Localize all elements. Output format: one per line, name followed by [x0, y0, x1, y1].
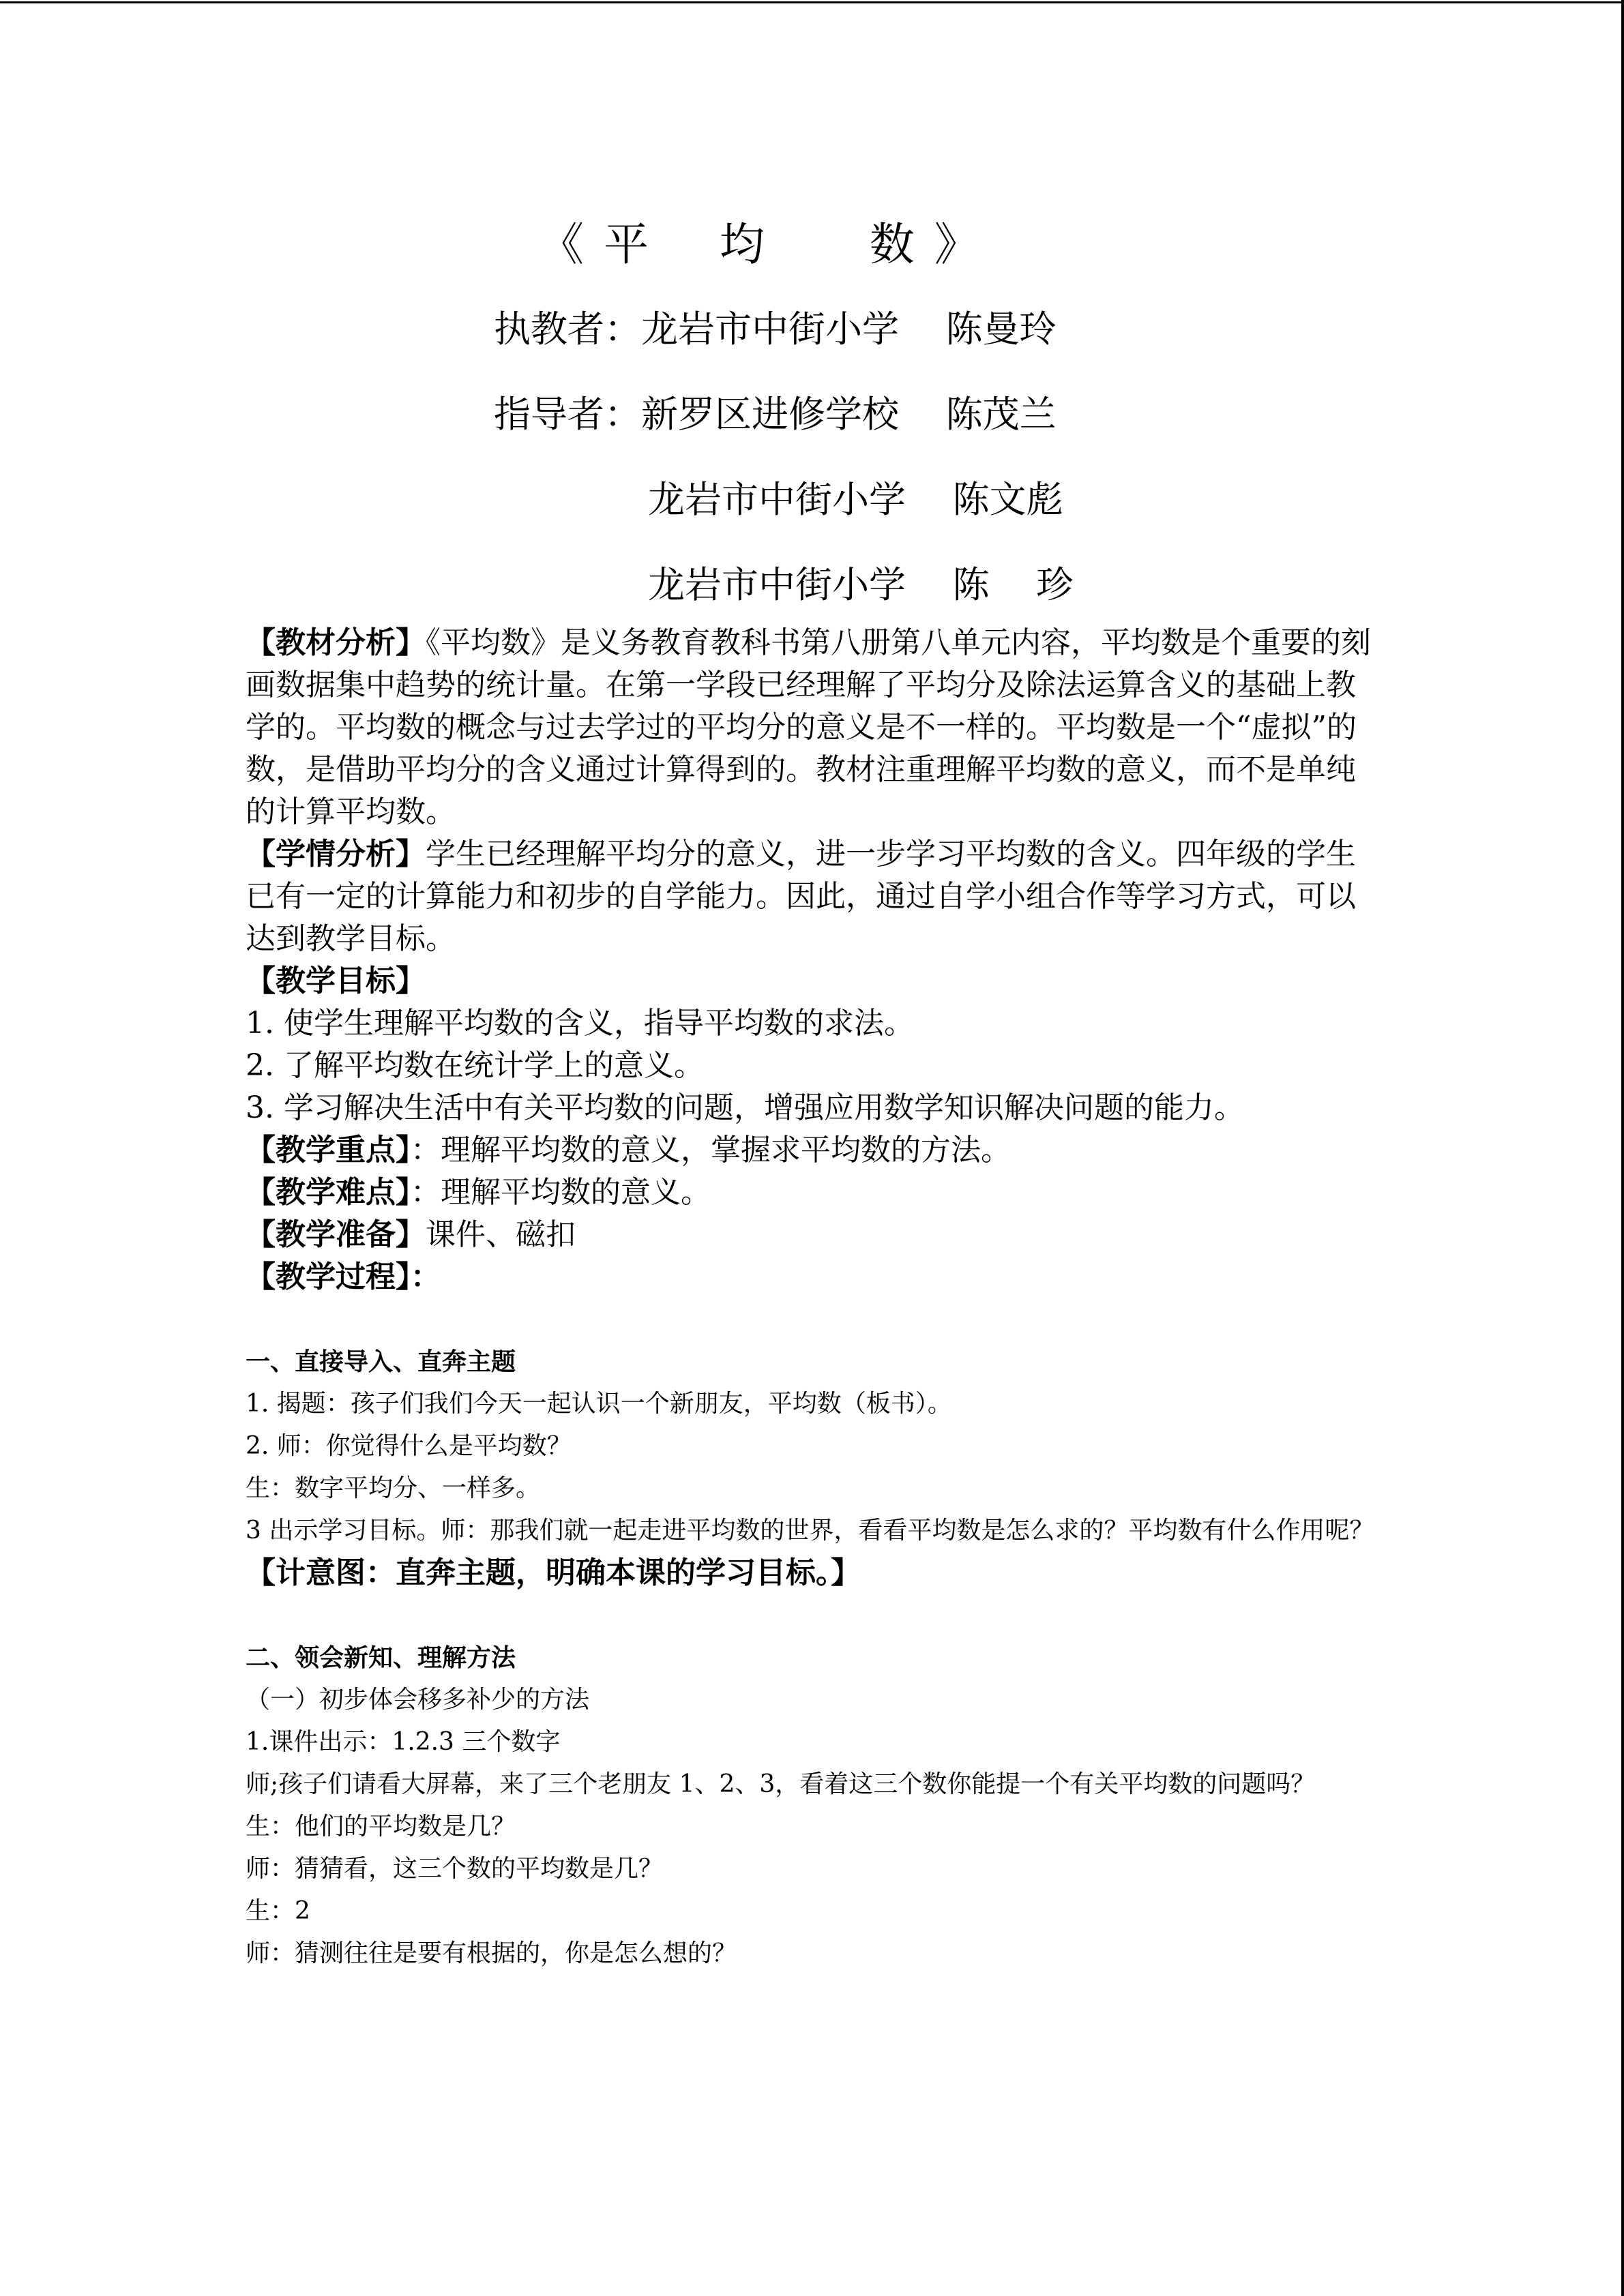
goal-item: 1. 使学生理解平均数的含义，指导平均数的求法。	[246, 1006, 914, 1041]
right-border	[1621, 0, 1624, 2296]
paragraph: 师：猜测往往是要有根据的，你是怎么想的？	[246, 1939, 737, 1967]
goal-item: 3. 学习解决生活中有关平均数的问题，增强应用数学知识解决问题的能力。	[246, 1090, 1244, 1125]
material-analysis: 【教材分析】《平均数》是义务教育教科书第八册第八单元内容，平均数是个重要的刻画数据集中趋势的统计量。在第一学段已经理解了平均分及除法运算含义的基础上教学的。平均数的概念与过去学过的平均分的意义是不一样的。平均数是一个“虚拟”的数，是借助平均分的含义通过计算得到的。教材注重理解平均数的意义，而不是单纯的计算平均数。	[246, 625, 1371, 829]
key-point: 【教学重点】：理解平均数的意义，掌握求平均数的方法。	[246, 1133, 1011, 1167]
part2-content	[246, 1679, 1378, 1975]
paragraph: 2. 师：你觉得什么是平均数？	[246, 1432, 572, 1460]
paragraph: 生：数字平均分、一样多。	[246, 1474, 541, 1502]
credit-advisor: 指导者：新罗区进修学校 陈茂兰	[494, 393, 1057, 436]
paragraph: 生：他们的平均数是几？	[246, 1813, 516, 1840]
spacer	[246, 1594, 1378, 1637]
preparation: 【教学准备】课件、磁扣	[246, 1217, 576, 1252]
paragraph: 师;孩子们请看大屏幕，来了三个老朋友 1、2、3，看着这三个数你能提一个有关平均数的问题吗？	[246, 1770, 1316, 1798]
goals-heading: 【教学目标】	[246, 964, 426, 998]
credit-advisor-3: 龙岩市中街小学 陈 珍	[648, 563, 1074, 606]
part1-content	[246, 1383, 1378, 1552]
paragraph: 生：2	[246, 1897, 310, 1925]
lesson-plan-intro	[246, 622, 1378, 1298]
paragraph: 1.课件出示：1.2.3 三个数字	[246, 1728, 561, 1756]
credit-teacher: 执教者：龙岩市中街小学 陈曼玲	[494, 308, 1057, 351]
difficult-point: 【教学难点】：理解平均数的意义。	[246, 1175, 711, 1210]
design-note: 【计意图：直奔主题，明确本课的学习目标。】	[246, 1555, 861, 1590]
document-body	[246, 622, 1378, 1975]
paragraph: （一）初步体会移多补少的方法	[246, 1686, 590, 1714]
document-title: 《 平 均 数 》	[539, 218, 982, 271]
credit-advisor-2: 龙岩市中街小学 陈文彪	[648, 478, 1063, 521]
student-analysis: 【学情分析】学生已经理解平均分的意义，进一步学习平均数的含义。四年级的学生已有一定的计算能力和初步的自学能力。因此，通过自学小组合作等学习方式，可以达到教学目标。	[246, 837, 1356, 956]
spacer	[246, 1298, 1378, 1341]
process-heading: 【教学过程】：	[246, 1259, 441, 1294]
paragraph: 1. 揭题：孩子们我们今天一起认识一个新朋友，平均数（板书）。	[246, 1390, 952, 1418]
top-border	[0, 1, 1624, 3]
part2-heading: 二、领会新知、理解方法	[246, 1643, 516, 1672]
paragraph: 师：猜猜看，这三个数的平均数是几？	[246, 1855, 664, 1883]
paragraph: 3 出示学习目标。师：那我们就一起走进平均数的世界，看看平均数是怎么求的？平均数有什么作用呢？	[246, 1517, 1374, 1545]
goal-item: 2. 了解平均数在统计学上的意义。	[246, 1048, 704, 1083]
part1-heading: 一、直接导入、直奔主题	[246, 1347, 516, 1376]
